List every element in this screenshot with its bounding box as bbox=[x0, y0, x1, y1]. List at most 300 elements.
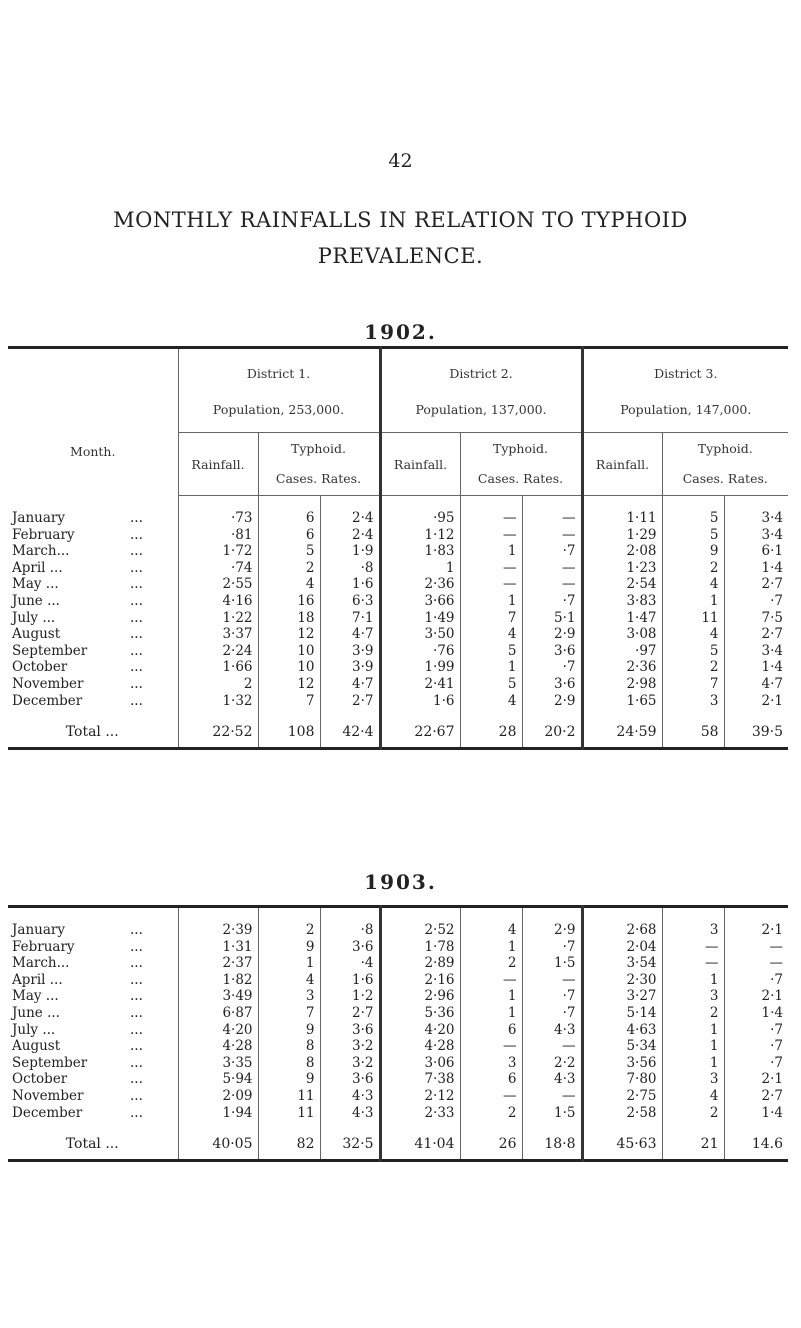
cases-cell: 4 bbox=[460, 693, 522, 710]
rainfall-cell: 2·30 bbox=[582, 972, 662, 989]
cases-cell: — bbox=[460, 1088, 522, 1105]
rainfall-cell: 5·94 bbox=[178, 1071, 258, 1088]
leader-dots: ... bbox=[130, 592, 143, 609]
total-rates-cell: 39·5 bbox=[724, 717, 788, 749]
leader-dots: ... bbox=[130, 642, 143, 659]
rainfall-cell: ·74 bbox=[178, 560, 258, 577]
rainfall-cell: 2·36 bbox=[380, 576, 460, 593]
rates-cell: 2·7 bbox=[320, 693, 380, 710]
rainfall-cell: 2·98 bbox=[582, 676, 662, 693]
cases-cell: 1 bbox=[460, 988, 522, 1005]
table-row bbox=[8, 1105, 788, 1122]
rates-cell: 3·6 bbox=[320, 1071, 380, 1088]
cases-cell: — bbox=[460, 527, 522, 544]
rates-cell: 3·2 bbox=[320, 1038, 380, 1055]
district-2-name: District 2. bbox=[449, 366, 513, 381]
rainfall-cell: 2·08 bbox=[582, 543, 662, 560]
rates-cell: 6·1 bbox=[724, 543, 788, 560]
rates-cell: — bbox=[522, 576, 582, 593]
month-cell bbox=[8, 939, 178, 956]
rates-cell: ·7 bbox=[724, 1055, 788, 1072]
month-cell bbox=[8, 527, 178, 544]
month-label: June ... bbox=[12, 592, 60, 609]
rainfall-cell: 2·58 bbox=[582, 1105, 662, 1122]
cases-cell: 9 bbox=[258, 1071, 320, 1088]
leader-dots: ... bbox=[130, 510, 143, 526]
cases-cell: 1 bbox=[460, 659, 522, 676]
cases-cell: 2 bbox=[258, 922, 320, 939]
rainfall-cell: 3·54 bbox=[582, 955, 662, 972]
rates-label: Rates. bbox=[727, 471, 768, 486]
rates-cell: ·7 bbox=[522, 543, 582, 560]
cases-cell: 1 bbox=[460, 939, 522, 956]
month-cell bbox=[8, 988, 178, 1005]
month-label: September bbox=[12, 1054, 88, 1071]
month-cell bbox=[8, 610, 178, 627]
cases-label: Cases. bbox=[477, 471, 520, 486]
cases-cell: 2 bbox=[662, 1005, 724, 1022]
leader-dots: ... bbox=[105, 1136, 119, 1153]
rates-cell: 2·9 bbox=[522, 626, 582, 643]
rates-cell: 3·6 bbox=[320, 1022, 380, 1039]
cases-cell: 4 bbox=[460, 922, 522, 939]
cases-cell: 6 bbox=[460, 1071, 522, 1088]
typhoid-header bbox=[460, 433, 582, 496]
month-cell bbox=[8, 1022, 178, 1039]
rainfall-cell: 3·83 bbox=[582, 593, 662, 610]
cases-cell: 12 bbox=[258, 676, 320, 693]
cases-cell: 11 bbox=[662, 610, 724, 627]
leader-dots: ... bbox=[130, 938, 143, 955]
rainfall-cell: 2·09 bbox=[178, 1088, 258, 1105]
cases-cell: 18 bbox=[258, 610, 320, 627]
typhoid-header bbox=[662, 433, 788, 496]
month-label: September bbox=[12, 642, 88, 659]
month-label: August bbox=[12, 1038, 61, 1055]
rainfall-cell: 3·50 bbox=[380, 626, 460, 643]
leader-dots: ... bbox=[130, 576, 143, 593]
year-heading-1903: 1903. bbox=[364, 870, 437, 894]
rainfall-cell: 1·47 bbox=[582, 610, 662, 627]
rainfall-cell: 1·6 bbox=[380, 693, 460, 710]
rates-cell: ·7 bbox=[522, 659, 582, 676]
rainfall-header: Rainfall. bbox=[178, 433, 258, 496]
cases-cell: — bbox=[460, 1038, 522, 1055]
table-row bbox=[8, 527, 788, 544]
leader-dots: ... bbox=[130, 543, 143, 560]
rates-cell: 2·1 bbox=[724, 922, 788, 939]
rates-cell: ·7 bbox=[522, 939, 582, 956]
cases-cell: 6 bbox=[258, 510, 320, 527]
leader-dots: ... bbox=[130, 988, 143, 1005]
rates-cell: 2·7 bbox=[724, 576, 788, 593]
rates-cell: 7·1 bbox=[320, 610, 380, 627]
table-row bbox=[8, 576, 788, 593]
cases-cell: 7 bbox=[258, 1005, 320, 1022]
typhoid-label: Typhoid. bbox=[291, 441, 346, 456]
rainfall-cell: 2·39 bbox=[178, 922, 258, 939]
cases-cell: 9 bbox=[258, 939, 320, 956]
month-label: October bbox=[12, 659, 68, 676]
rates-cell: — bbox=[724, 939, 788, 956]
cases-cell: 6 bbox=[460, 1022, 522, 1039]
typhoid-label: Typhoid. bbox=[493, 441, 548, 456]
rates-cell: ·8 bbox=[320, 560, 380, 577]
month-label: February bbox=[12, 938, 75, 955]
cases-cell: 8 bbox=[258, 1055, 320, 1072]
district-1-header bbox=[178, 348, 380, 433]
leader-dots: ... bbox=[130, 559, 143, 576]
cases-cell: — bbox=[460, 972, 522, 989]
rainfall-cell: 2·41 bbox=[380, 676, 460, 693]
total-rainfall-cell: 22·52 bbox=[178, 717, 258, 749]
rainfall-cell: 2 bbox=[178, 676, 258, 693]
rainfall-cell: 1·29 bbox=[582, 527, 662, 544]
cases-cell: 4 bbox=[258, 972, 320, 989]
table-row bbox=[8, 1038, 788, 1055]
page-title bbox=[0, 202, 801, 274]
rainfall-cell: 2·68 bbox=[582, 922, 662, 939]
rates-label: Rates. bbox=[321, 471, 362, 486]
title-line-2: PREVALENCE. bbox=[317, 244, 484, 268]
rates-cell: 1·4 bbox=[724, 659, 788, 676]
rates-cell: — bbox=[522, 972, 582, 989]
rates-cell: 3·4 bbox=[724, 527, 788, 544]
cases-cell: 7 bbox=[460, 610, 522, 627]
total-rainfall-cell: 41·04 bbox=[380, 1129, 460, 1161]
rates-cell: 2·1 bbox=[724, 1071, 788, 1088]
rates-cell: 1·4 bbox=[724, 1105, 788, 1122]
rainfall-cell: 1·83 bbox=[380, 543, 460, 560]
cases-cell: 2 bbox=[460, 955, 522, 972]
rainfall-cell: 1 bbox=[380, 560, 460, 577]
month-label: November bbox=[12, 1087, 84, 1104]
cases-cell: — bbox=[662, 939, 724, 956]
rates-cell: 3·9 bbox=[320, 659, 380, 676]
month-cell bbox=[8, 1071, 178, 1088]
rainfall-cell: 2·89 bbox=[380, 955, 460, 972]
rainfall-cell: 4·28 bbox=[178, 1038, 258, 1055]
rates-cell: — bbox=[522, 510, 582, 527]
rainfall-cell: 1·49 bbox=[380, 610, 460, 627]
rates-cell: 1·4 bbox=[724, 1005, 788, 1022]
rates-cell: 2·2 bbox=[522, 1055, 582, 1072]
total-rainfall-cell: 22·67 bbox=[380, 717, 460, 749]
cases-label: Cases. bbox=[682, 471, 724, 486]
total-row bbox=[8, 717, 788, 749]
rainfall-cell: 2·16 bbox=[380, 972, 460, 989]
cases-cell: 6 bbox=[258, 527, 320, 544]
rainfall-cell: 3·08 bbox=[582, 626, 662, 643]
rates-cell: ·7 bbox=[724, 593, 788, 610]
cases-cell: 10 bbox=[258, 643, 320, 660]
rates-cell: 2·9 bbox=[522, 693, 582, 710]
table-row bbox=[8, 1088, 788, 1105]
cases-cell: 3 bbox=[662, 988, 724, 1005]
page-number: 42 bbox=[388, 150, 413, 172]
month-cell bbox=[8, 1038, 178, 1055]
cases-cell: 2 bbox=[662, 560, 724, 577]
table-row bbox=[8, 510, 788, 527]
rates-cell: 4·3 bbox=[320, 1105, 380, 1122]
cases-label: Cases. bbox=[275, 471, 318, 486]
rates-cell: — bbox=[724, 955, 788, 972]
rates-cell: ·7 bbox=[522, 1005, 582, 1022]
cases-cell: 3 bbox=[460, 1055, 522, 1072]
rates-cell: ·4 bbox=[320, 955, 380, 972]
rates-cell: ·7 bbox=[724, 1022, 788, 1039]
rainfall-cell: 3·66 bbox=[380, 593, 460, 610]
month-cell bbox=[8, 1088, 178, 1105]
district-3-header bbox=[582, 348, 788, 433]
table-row bbox=[8, 543, 788, 560]
rainfall-header: Rainfall. bbox=[582, 433, 662, 496]
cases-cell: 4 bbox=[662, 1088, 724, 1105]
cases-cell: 5 bbox=[460, 676, 522, 693]
cases-cell: 16 bbox=[258, 593, 320, 610]
table-row bbox=[8, 1071, 788, 1088]
rates-cell: 2·1 bbox=[724, 988, 788, 1005]
cases-cell: 4 bbox=[460, 626, 522, 643]
leader-dots: ... bbox=[130, 526, 143, 543]
month-label: March... bbox=[12, 543, 70, 560]
cases-cell: 8 bbox=[258, 1038, 320, 1055]
rates-cell: 2·7 bbox=[724, 626, 788, 643]
month-label: January bbox=[12, 510, 65, 526]
table-row bbox=[8, 955, 788, 972]
rainfall-cell: 1·32 bbox=[178, 693, 258, 710]
rainfall-cell: 1·65 bbox=[582, 693, 662, 710]
total-label: Total bbox=[65, 1136, 101, 1153]
table-row bbox=[8, 922, 788, 939]
month-label: June ... bbox=[12, 1004, 60, 1021]
table-row bbox=[8, 939, 788, 956]
rainfall-cell: 3·37 bbox=[178, 626, 258, 643]
cases-cell: 3 bbox=[662, 922, 724, 939]
table-row bbox=[8, 643, 788, 660]
rainfall-cell: 6·87 bbox=[178, 1005, 258, 1022]
total-rainfall-cell: 45·63 bbox=[582, 1129, 662, 1161]
rates-cell: 3·4 bbox=[724, 643, 788, 660]
rainfall-cell: 7·80 bbox=[582, 1071, 662, 1088]
rainfall-cell: ·76 bbox=[380, 643, 460, 660]
rainfall-cell: 2·12 bbox=[380, 1088, 460, 1105]
cases-cell: 5 bbox=[662, 510, 724, 527]
typhoid-label: Typhoid. bbox=[697, 441, 753, 456]
table-row bbox=[8, 593, 788, 610]
rainfall-cell: 2·33 bbox=[380, 1105, 460, 1122]
month-label: April ... bbox=[12, 971, 63, 988]
month-cell bbox=[8, 922, 178, 939]
leader-dots: ... bbox=[130, 1104, 143, 1121]
total-cases-cell: 28 bbox=[460, 717, 522, 749]
rainfall-cell: 2·55 bbox=[178, 576, 258, 593]
district-1-name: District 1. bbox=[246, 366, 311, 381]
cases-cell: 5 bbox=[662, 643, 724, 660]
month-label: August bbox=[12, 626, 61, 643]
month-label: March... bbox=[12, 955, 70, 972]
total-rates-cell: 42·4 bbox=[320, 717, 380, 749]
total-cases-cell: 58 bbox=[662, 717, 724, 749]
typhoid-header bbox=[258, 433, 380, 496]
rates-cell: 2·4 bbox=[320, 527, 380, 544]
month-cell bbox=[8, 626, 178, 643]
rates-cell: 1·5 bbox=[522, 1105, 582, 1122]
cases-cell: — bbox=[460, 510, 522, 527]
total-rates-cell: 14.6 bbox=[724, 1129, 788, 1161]
total-label: Total bbox=[65, 724, 101, 741]
month-cell bbox=[8, 676, 178, 693]
rainfall-cell: 2·24 bbox=[178, 643, 258, 660]
table-body-1903 bbox=[8, 907, 788, 1161]
rates-cell: 3·9 bbox=[320, 643, 380, 660]
table-row bbox=[8, 988, 788, 1005]
cases-cell: 4 bbox=[662, 626, 724, 643]
rainfall-cell: 5·14 bbox=[582, 1005, 662, 1022]
leader-dots: ... bbox=[130, 675, 143, 692]
leader-dots: ... bbox=[130, 1021, 143, 1038]
rainfall-cell: 3·06 bbox=[380, 1055, 460, 1072]
rainfall-cell: 2·75 bbox=[582, 1088, 662, 1105]
total-cases-cell: 21 bbox=[662, 1129, 724, 1161]
month-label: July ... bbox=[12, 1021, 56, 1038]
rainfall-cell: ·97 bbox=[582, 643, 662, 660]
month-label: January bbox=[12, 922, 65, 938]
rainfall-cell: 5·34 bbox=[582, 1038, 662, 1055]
total-rates-cell: 20·2 bbox=[522, 717, 582, 749]
leader-dots: ... bbox=[130, 692, 143, 709]
rates-cell: — bbox=[522, 1038, 582, 1055]
cases-cell: 1 bbox=[662, 1022, 724, 1039]
cases-cell: 3 bbox=[258, 988, 320, 1005]
rates-cell: 2·7 bbox=[724, 1088, 788, 1105]
month-cell bbox=[8, 972, 178, 989]
rates-cell: ·7 bbox=[522, 593, 582, 610]
cases-cell: 1 bbox=[460, 593, 522, 610]
total-label-cell bbox=[8, 1129, 178, 1161]
rainfall-cell: 1·72 bbox=[178, 543, 258, 560]
rainfall-cell: 2·36 bbox=[582, 659, 662, 676]
rainfall-cell: ·73 bbox=[178, 510, 258, 527]
leader-dots: ... bbox=[130, 971, 143, 988]
month-cell bbox=[8, 593, 178, 610]
month-column-header: Month. bbox=[70, 444, 116, 460]
district-2-population: Population, 137,000. bbox=[415, 402, 547, 417]
district-2-header bbox=[380, 348, 582, 433]
month-cell bbox=[8, 510, 178, 527]
title-line-1: MONTHLY RAINFALLS IN RELATION TO TYPHOID bbox=[113, 208, 688, 232]
leader-dots: ... bbox=[130, 626, 143, 643]
table-row bbox=[8, 972, 788, 989]
month-label: May ... bbox=[12, 576, 59, 593]
cases-cell: 2 bbox=[460, 1105, 522, 1122]
rates-cell: 1·2 bbox=[320, 988, 380, 1005]
cases-cell: 5 bbox=[460, 643, 522, 660]
cases-cell: 5 bbox=[258, 543, 320, 560]
table-row bbox=[8, 659, 788, 676]
total-cases-cell: 108 bbox=[258, 717, 320, 749]
table-row bbox=[8, 1055, 788, 1072]
rates-cell: 4·7 bbox=[724, 676, 788, 693]
rates-cell: 6·3 bbox=[320, 593, 380, 610]
leader-dots: ... bbox=[130, 609, 143, 626]
rates-cell: 1·6 bbox=[320, 972, 380, 989]
rainfall-cell: 3·56 bbox=[582, 1055, 662, 1072]
rates-cell: ·7 bbox=[724, 972, 788, 989]
table-row bbox=[8, 626, 788, 643]
rates-cell: 1·4 bbox=[724, 560, 788, 577]
rates-cell: 4·3 bbox=[522, 1022, 582, 1039]
leader-dots: ... bbox=[130, 922, 143, 938]
total-rainfall-cell: 40·05 bbox=[178, 1129, 258, 1161]
year-heading-1902: 1902. bbox=[364, 320, 437, 344]
rates-cell: 5·1 bbox=[522, 610, 582, 627]
rates-cell: ·7 bbox=[522, 988, 582, 1005]
rainfall-cell: 1·99 bbox=[380, 659, 460, 676]
cases-cell: 4 bbox=[662, 576, 724, 593]
table-body-1902 bbox=[8, 496, 788, 749]
cases-cell: 1 bbox=[258, 955, 320, 972]
month-cell bbox=[8, 659, 178, 676]
rainfall-cell: 5·36 bbox=[380, 1005, 460, 1022]
month-label: February bbox=[12, 526, 75, 543]
cases-cell: 11 bbox=[258, 1088, 320, 1105]
cases-cell: 2 bbox=[662, 659, 724, 676]
rainfall-cell: 1·82 bbox=[178, 972, 258, 989]
district-3-population: Population, 147,000. bbox=[620, 402, 752, 417]
cases-cell: 3 bbox=[662, 693, 724, 710]
rainfall-cell: ·81 bbox=[178, 527, 258, 544]
cases-cell: 1 bbox=[460, 543, 522, 560]
leader-dots: ... bbox=[130, 1038, 143, 1055]
rainfall-cell: 1·11 bbox=[582, 510, 662, 527]
cases-cell: 1 bbox=[662, 1038, 724, 1055]
rates-cell: 1·6 bbox=[320, 576, 380, 593]
cases-cell: 1 bbox=[662, 593, 724, 610]
month-cell bbox=[8, 1105, 178, 1122]
leader-dots: ... bbox=[130, 1054, 143, 1071]
rainfall-cell: 2·04 bbox=[582, 939, 662, 956]
rates-cell: 4·3 bbox=[320, 1088, 380, 1105]
rainfall-cell: 3·27 bbox=[582, 988, 662, 1005]
rates-cell: 1·9 bbox=[320, 543, 380, 560]
district-3-name: District 3. bbox=[654, 366, 718, 381]
rainfall-cell: 1·31 bbox=[178, 939, 258, 956]
total-label-cell bbox=[8, 717, 178, 749]
rainfall-cell: 4·28 bbox=[380, 1038, 460, 1055]
rainfall-cell: 3·49 bbox=[178, 988, 258, 1005]
month-label: December bbox=[12, 1104, 83, 1121]
cases-cell: 7 bbox=[258, 693, 320, 710]
rainfall-cell: 2·96 bbox=[380, 988, 460, 1005]
month-label: November bbox=[12, 675, 84, 692]
month-cell bbox=[8, 955, 178, 972]
cases-cell: — bbox=[460, 576, 522, 593]
rainfall-cell: ·95 bbox=[380, 510, 460, 527]
rates-cell: 3·2 bbox=[320, 1055, 380, 1072]
rates-cell: ·8 bbox=[320, 922, 380, 939]
rates-cell: 2·4 bbox=[320, 510, 380, 527]
leader-dots: ... bbox=[130, 1071, 143, 1088]
cases-cell: 1 bbox=[662, 1055, 724, 1072]
cases-cell: — bbox=[662, 955, 724, 972]
cases-cell: 5 bbox=[662, 527, 724, 544]
rainfall-cell: 1·23 bbox=[582, 560, 662, 577]
total-cases-cell: 26 bbox=[460, 1129, 522, 1161]
rainfall-table-1902 bbox=[8, 346, 788, 750]
rainfall-cell: 2·54 bbox=[582, 576, 662, 593]
rainfall-cell: 4·20 bbox=[380, 1022, 460, 1039]
